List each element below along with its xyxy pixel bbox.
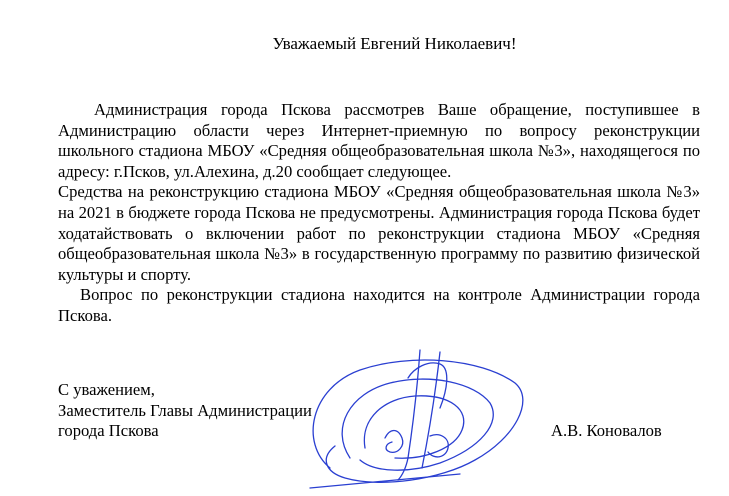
handwritten-signature-icon (290, 348, 530, 496)
paragraph-response-intro: Администрация города Пскова рассмотрев Ваше обращение, поступившее в Администрацию области через Интернет-приемную по вопросу реконструкции школьного стадиона МБОУ «Средняя общеобразовательная школа №3», находящегося по адресу: г.Псков, ул.Алехина, д.20 сообщает следующее. (58, 100, 700, 181)
closing-regards: С уважением, (58, 380, 155, 399)
closing-block (58, 380, 312, 442)
signer-name: А.В. Коновалов (551, 421, 662, 440)
paragraph-funding: Средства на реконструкцию стадиона МБОУ «Средняя общеобразовательная школа №3» на 2021 в бюджете города Пскова не предусмотрены. Администрация города Пскова будет ходатайствовать о включении работ по реконструкции стадиона МБОУ «Средняя общеобразовательная школа №3» в государственную программу по развитию физической культуры и спорту. (58, 182, 700, 284)
paragraph-control: Вопрос по реконструкции стадиона находится на контроле Администрации города Пскова. (58, 285, 700, 325)
closing-position-line1: Заместитель Главы Администрации (58, 400, 312, 420)
salutation: Уважаемый Евгений Николаевич! (272, 34, 517, 53)
closing-position-line2: города Пскова (58, 421, 159, 441)
letter-body (58, 100, 700, 327)
